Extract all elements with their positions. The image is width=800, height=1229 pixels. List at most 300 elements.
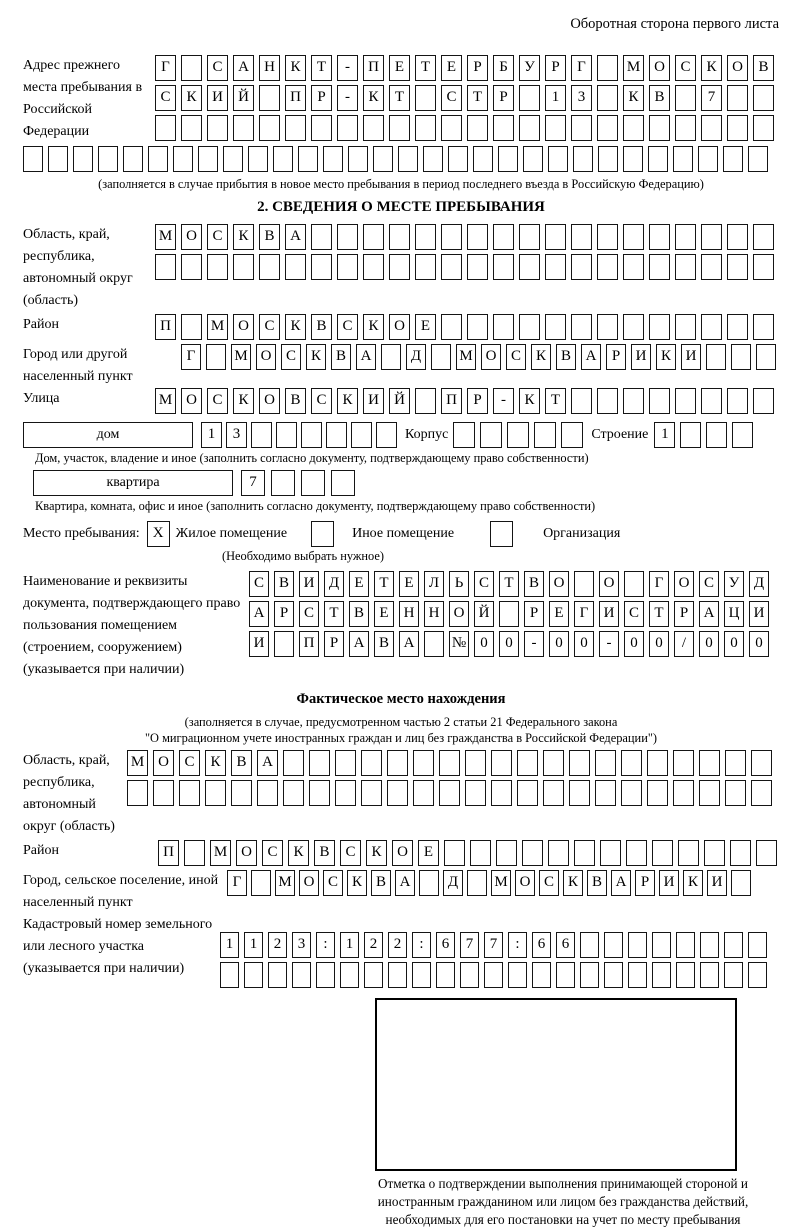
char-box <box>534 422 556 448</box>
char-box <box>673 146 693 172</box>
char-box <box>389 254 410 280</box>
char-box: М <box>207 314 228 340</box>
char-box <box>724 932 743 958</box>
char-box <box>623 254 644 280</box>
char-box: О <box>259 388 280 414</box>
char-box <box>517 780 538 806</box>
char-box: 2 <box>388 932 407 958</box>
char-box: К <box>233 224 254 250</box>
char-box <box>398 146 418 172</box>
char-box: - <box>493 388 514 414</box>
char-box: Р <box>606 344 626 370</box>
char-box <box>574 571 594 597</box>
char-box: 3 <box>571 85 592 111</box>
char-box: О <box>181 224 202 250</box>
char-box <box>498 146 518 172</box>
char-box: О <box>392 840 413 866</box>
stroenie-label: Строение <box>591 427 649 442</box>
char-box <box>595 780 616 806</box>
stay-type-checkbox-organization <box>490 521 513 547</box>
char-box: П <box>158 840 179 866</box>
char-box <box>415 85 436 111</box>
char-box: С <box>323 870 343 896</box>
char-box <box>184 840 205 866</box>
char-box <box>298 146 318 172</box>
char-box <box>571 314 592 340</box>
city-block <box>23 344 779 388</box>
char-box <box>181 254 202 280</box>
house-box-label: дом <box>23 422 193 448</box>
char-box <box>441 254 462 280</box>
char-box: О <box>727 55 748 81</box>
char-box: 1 <box>654 422 675 448</box>
char-box <box>268 962 287 988</box>
char-box <box>699 750 720 776</box>
char-box <box>448 146 468 172</box>
char-box <box>387 780 408 806</box>
char-box <box>153 780 174 806</box>
region-grid <box>155 224 779 284</box>
char-box <box>598 146 618 172</box>
char-box: Т <box>545 388 566 414</box>
char-box: С <box>699 571 719 597</box>
char-box <box>727 254 748 280</box>
char-box <box>376 422 397 448</box>
prev-address-label: Адрес прежнего места пребывания в Российской Федерации <box>23 58 143 139</box>
region3-grid <box>127 750 779 810</box>
char-box: В <box>556 344 576 370</box>
char-box <box>413 750 434 776</box>
char-box <box>48 146 68 172</box>
char-box <box>412 962 431 988</box>
char-box <box>700 962 719 988</box>
char-box: Д <box>324 571 344 597</box>
char-box <box>155 254 176 280</box>
char-box <box>73 146 93 172</box>
char-box <box>623 115 644 141</box>
char-box: Н <box>399 601 419 627</box>
char-box <box>597 254 618 280</box>
char-box <box>727 115 748 141</box>
char-box <box>364 962 383 988</box>
char-box: К <box>233 388 254 414</box>
char-box <box>491 780 512 806</box>
korpus-label: Корпус <box>405 427 449 442</box>
char-box <box>649 115 670 141</box>
char-box <box>675 85 696 111</box>
char-box: А <box>699 601 719 627</box>
district-row <box>155 314 779 340</box>
char-box <box>673 750 694 776</box>
char-box <box>363 115 384 141</box>
char-box <box>545 224 566 250</box>
char-box: Г <box>571 55 592 81</box>
char-box: К <box>363 85 384 111</box>
char-box <box>259 115 280 141</box>
char-box: С <box>207 388 228 414</box>
char-box: К <box>623 85 644 111</box>
cadastre-grid <box>220 914 779 992</box>
char-box <box>673 780 694 806</box>
char-box: - <box>337 85 358 111</box>
char-box: И <box>207 85 228 111</box>
char-box <box>573 146 593 172</box>
stay-type-block <box>23 521 779 547</box>
char-box <box>597 388 618 414</box>
char-box <box>173 146 193 172</box>
prev-address-row2 <box>155 85 779 111</box>
city3-label: Город, сельское поселение, иной населенный пункт <box>23 873 219 910</box>
char-box <box>623 224 644 250</box>
char-box: С <box>506 344 526 370</box>
char-box: Т <box>467 85 488 111</box>
char-box: С <box>281 344 301 370</box>
char-box <box>597 85 618 111</box>
char-box <box>415 388 436 414</box>
char-box: Е <box>415 314 436 340</box>
char-box: Р <box>493 85 514 111</box>
char-box <box>731 344 751 370</box>
char-box: О <box>299 870 319 896</box>
char-box: Д <box>406 344 426 370</box>
prev-address-caption: (заполняется в случае прибытия в новое место пребывания в период последнего въезда в Российскую Федерацию) <box>98 177 704 191</box>
char-box <box>675 388 696 414</box>
char-box: П <box>363 55 384 81</box>
char-box <box>179 780 200 806</box>
char-box <box>701 254 722 280</box>
char-box <box>532 962 551 988</box>
char-box <box>732 422 753 448</box>
char-box <box>753 224 774 250</box>
stay-type-option-residential: Жилое помещение <box>175 526 288 541</box>
char-box <box>748 962 767 988</box>
char-box: Т <box>415 55 436 81</box>
cadastre-row2 <box>220 962 779 988</box>
char-box: О <box>153 750 174 776</box>
prev-address-row3 <box>155 115 779 141</box>
char-box: С <box>624 601 644 627</box>
char-box <box>701 388 722 414</box>
char-box <box>678 840 699 866</box>
char-box <box>493 314 514 340</box>
char-box: И <box>299 571 319 597</box>
char-box <box>597 55 618 81</box>
street-block <box>23 388 779 418</box>
char-box <box>706 344 726 370</box>
char-box <box>301 470 325 496</box>
char-box: Л <box>424 571 444 597</box>
char-box: С <box>474 571 494 597</box>
char-box <box>467 254 488 280</box>
region-block <box>23 224 779 312</box>
char-box: В <box>314 840 335 866</box>
char-box <box>388 962 407 988</box>
char-box <box>649 388 670 414</box>
char-box <box>727 388 748 414</box>
char-box: В <box>649 85 670 111</box>
city3-row <box>227 870 779 896</box>
char-box <box>569 750 590 776</box>
char-box <box>545 115 566 141</box>
char-box: К <box>366 840 387 866</box>
prev-address-row4 <box>23 146 779 172</box>
char-box <box>621 780 642 806</box>
char-box: С <box>337 314 358 340</box>
korpus-row <box>453 422 583 448</box>
char-box <box>561 422 583 448</box>
char-box: П <box>441 388 462 414</box>
char-box: 6 <box>556 932 575 958</box>
char-box: И <box>599 601 619 627</box>
char-box: В <box>374 631 394 657</box>
region-label: Область, край, республика, автономный округ (область) <box>23 227 133 308</box>
char-box: А <box>611 870 631 896</box>
char-box: И <box>707 870 727 896</box>
char-box: С <box>262 840 283 866</box>
char-box <box>519 115 540 141</box>
char-box <box>597 115 618 141</box>
street-row <box>155 388 779 414</box>
char-box: - <box>337 55 358 81</box>
char-box <box>423 146 443 172</box>
char-box: В <box>311 314 332 340</box>
char-box: С <box>249 571 269 597</box>
char-box <box>465 750 486 776</box>
char-box <box>257 780 278 806</box>
char-box: С <box>311 388 332 414</box>
prev-address-block <box>23 55 779 145</box>
char-box <box>251 422 272 448</box>
char-box: К <box>656 344 676 370</box>
char-box <box>311 224 332 250</box>
document-label: Наименование и реквизиты документа, подтверждающего право пользования помещением (строением, сооружением) (указывается при наличии) <box>23 574 241 677</box>
char-box <box>244 962 263 988</box>
char-box: П <box>155 314 176 340</box>
char-box: О <box>233 314 254 340</box>
char-box: 1 <box>220 932 239 958</box>
char-box: Н <box>424 601 444 627</box>
char-box: 7 <box>241 470 265 496</box>
char-box: С <box>259 314 280 340</box>
char-box <box>335 750 356 776</box>
char-box <box>623 314 644 340</box>
char-box <box>493 115 514 141</box>
char-box <box>276 422 297 448</box>
char-box <box>431 344 451 370</box>
char-box <box>753 254 774 280</box>
char-box <box>571 115 592 141</box>
char-box <box>595 750 616 776</box>
char-box <box>680 422 701 448</box>
char-box: Е <box>441 55 462 81</box>
char-box: С <box>299 601 319 627</box>
char-box <box>316 962 335 988</box>
char-box <box>698 146 718 172</box>
char-box <box>467 870 487 896</box>
char-box: И <box>749 601 769 627</box>
char-box <box>441 115 462 141</box>
char-box: О <box>449 601 469 627</box>
char-box: В <box>524 571 544 597</box>
char-box <box>206 344 226 370</box>
section2-title: 2. СВЕДЕНИЯ О МЕСТЕ ПРЕБЫВАНИЯ <box>257 199 545 215</box>
char-box <box>439 750 460 776</box>
char-box: О <box>389 314 410 340</box>
char-box <box>676 962 695 988</box>
char-box: № <box>449 631 469 657</box>
char-box <box>675 254 696 280</box>
char-box <box>543 780 564 806</box>
char-box: М <box>491 870 511 896</box>
char-box <box>628 932 647 958</box>
char-box: С <box>207 55 228 81</box>
char-box <box>649 314 670 340</box>
char-box <box>523 146 543 172</box>
char-box: У <box>519 55 540 81</box>
char-box <box>647 750 668 776</box>
char-box: М <box>155 224 176 250</box>
char-box <box>453 422 475 448</box>
char-box <box>363 224 384 250</box>
char-box <box>331 470 355 496</box>
char-box <box>623 388 644 414</box>
char-box: С <box>441 85 462 111</box>
char-box <box>223 146 243 172</box>
char-box <box>251 870 271 896</box>
char-box: Т <box>324 601 344 627</box>
char-box: 1 <box>545 85 566 111</box>
char-box <box>363 254 384 280</box>
cadastre-row1 <box>220 932 779 958</box>
char-box <box>649 224 670 250</box>
house-number-row <box>201 422 397 448</box>
char-box <box>701 224 722 250</box>
char-box <box>493 224 514 250</box>
char-box: Е <box>389 55 410 81</box>
char-box: М <box>623 55 644 81</box>
char-box: М <box>155 388 176 414</box>
char-box: К <box>531 344 551 370</box>
char-box: 3 <box>292 932 311 958</box>
char-box <box>507 422 529 448</box>
char-box <box>704 840 725 866</box>
char-box: Е <box>399 571 419 597</box>
char-box: 7 <box>484 932 503 958</box>
char-box <box>326 422 347 448</box>
char-box <box>413 780 434 806</box>
char-box: А <box>249 601 269 627</box>
char-box <box>706 422 727 448</box>
char-box <box>439 780 460 806</box>
region3-row1 <box>127 750 779 776</box>
char-box: Р <box>635 870 655 896</box>
char-box <box>571 388 592 414</box>
char-box <box>731 870 751 896</box>
city-row <box>181 344 779 370</box>
char-box <box>220 962 239 988</box>
char-box <box>444 840 465 866</box>
char-box: 6 <box>532 932 551 958</box>
char-box: И <box>681 344 701 370</box>
district-label: Район <box>23 317 59 332</box>
char-box <box>604 962 623 988</box>
char-box: 1 <box>201 422 222 448</box>
char-box: П <box>285 85 306 111</box>
char-box <box>311 254 332 280</box>
char-box: М <box>127 750 148 776</box>
char-box: Р <box>324 631 344 657</box>
char-box: И <box>659 870 679 896</box>
char-box <box>285 254 306 280</box>
city3-block <box>23 870 779 914</box>
char-box <box>647 780 668 806</box>
char-box: 6 <box>436 932 455 958</box>
char-box <box>548 840 569 866</box>
char-box <box>491 750 512 776</box>
char-box: С <box>155 85 176 111</box>
char-box: И <box>363 388 384 414</box>
apartment-box-label: квартира <box>33 470 233 496</box>
char-box <box>597 314 618 340</box>
char-box: М <box>275 870 295 896</box>
apartment-caption: Квартира, комната, офис и иное (заполнить согласно документу, подтверждающему право собственности) <box>35 499 596 513</box>
char-box: О <box>649 55 670 81</box>
char-box <box>701 314 722 340</box>
char-box <box>415 224 436 250</box>
char-box <box>649 254 670 280</box>
char-box: Р <box>311 85 332 111</box>
char-box: К <box>701 55 722 81</box>
char-box: О <box>236 840 257 866</box>
char-box <box>490 521 513 547</box>
region3-row2 <box>127 780 779 806</box>
prev-address-row1 <box>155 55 779 81</box>
char-box <box>248 146 268 172</box>
char-box: А <box>285 224 306 250</box>
char-box: К <box>285 55 306 81</box>
char-box <box>519 85 540 111</box>
char-box: О <box>599 571 619 597</box>
char-box <box>348 146 368 172</box>
char-box: А <box>399 631 419 657</box>
char-box <box>675 224 696 250</box>
char-box: Ц <box>724 601 744 627</box>
char-box <box>621 750 642 776</box>
char-box <box>751 780 772 806</box>
char-box <box>181 115 202 141</box>
char-box <box>155 115 176 141</box>
header-note: Оборотная сторона первого листа <box>570 16 779 32</box>
char-box: К <box>288 840 309 866</box>
cadastre-block <box>23 914 779 992</box>
char-box: В <box>349 601 369 627</box>
char-box: Б <box>493 55 514 81</box>
char-box: Г <box>155 55 176 81</box>
char-box <box>751 750 772 776</box>
char-box: С <box>539 870 559 896</box>
char-box: Ь <box>449 571 469 597</box>
char-box: В <box>331 344 351 370</box>
char-box <box>441 224 462 250</box>
char-box <box>337 115 358 141</box>
char-box <box>337 254 358 280</box>
char-box: 0 <box>574 631 594 657</box>
char-box: Р <box>274 601 294 627</box>
char-box <box>626 840 647 866</box>
char-box <box>648 146 668 172</box>
char-box: К <box>519 388 540 414</box>
char-box: А <box>395 870 415 896</box>
